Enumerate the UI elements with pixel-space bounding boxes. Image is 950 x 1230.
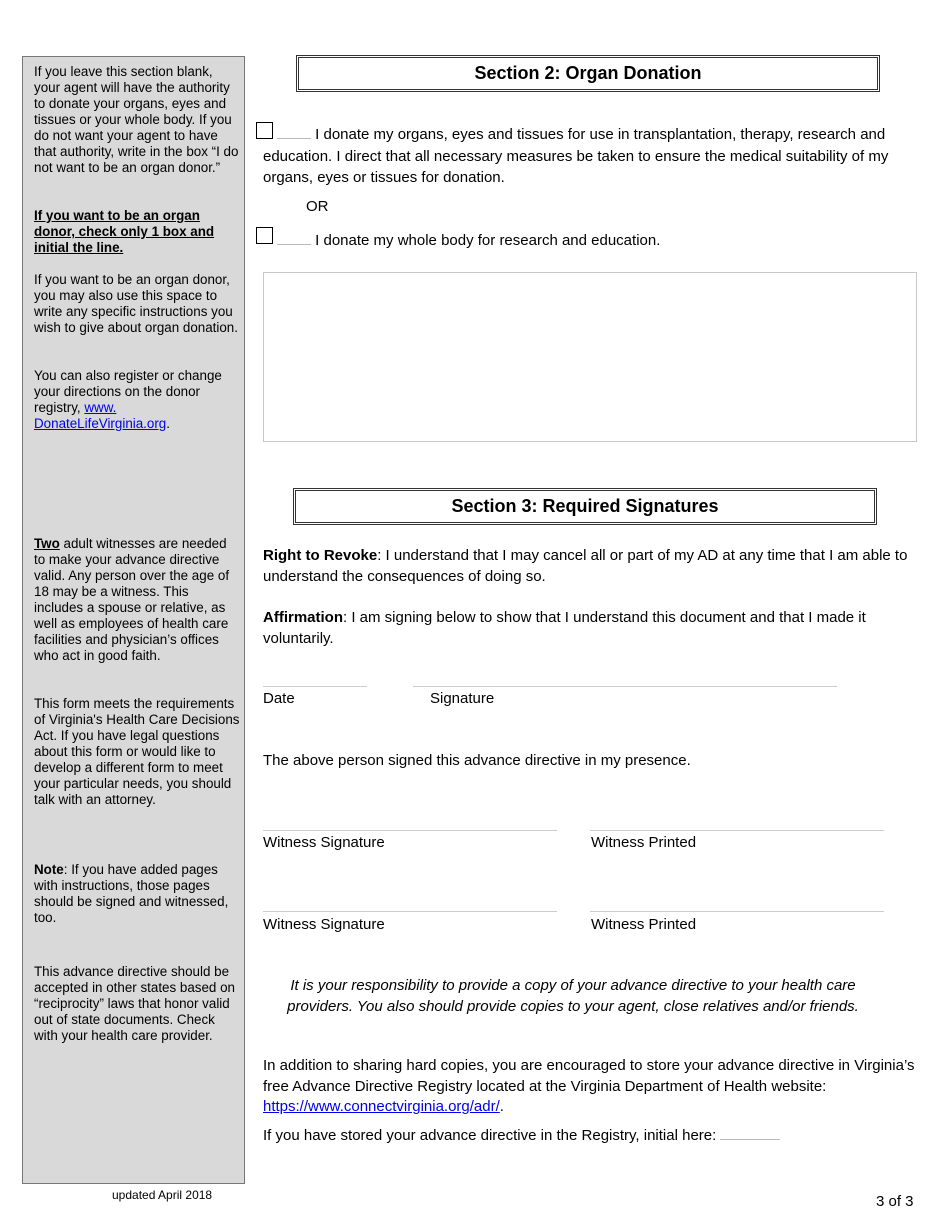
sidebar-para-note: Note: If you have added pages with instructions, those pages should be signed and witnessed, too. (34, 862, 229, 925)
affirmation: Affirmation: I am signing below to show that I understand this document and that I made it voluntarily. (263, 609, 866, 647)
sidebar-para-reciprocity: This advance directive should be accepted in other states based on “reciprocity” laws that honor valid out of state documents. Check with your health care provider. (34, 964, 235, 1043)
donate-life-link[interactable]: www. DonateLifeVirginia.org (34, 400, 167, 431)
witness-signature-line-1[interactable] (263, 830, 557, 831)
registry-paragraph: In addition to sharing hard copies, you are encouraged to store your advance directive in Virginia’s free Advance Directive Registry located at the Virginia Department of Health website: https://www.connectvirginia.org/adr/. (263, 1057, 915, 1115)
right-to-revoke: Right to Revoke: I understand that I may cancel all or part of my AD at any time that I am able to understand the consequences of doing so. (263, 547, 908, 585)
section2-title: Section 2: Organ Donation (296, 55, 880, 92)
or-label: OR (306, 198, 329, 215)
signature-label: Signature (430, 690, 495, 707)
date-line[interactable] (263, 686, 367, 687)
sidebar-para-organ-donor-instruction: If you want to be an organ donor, check only 1 box and initial the line. (34, 208, 215, 255)
option-whole-body: I donate my whole body for research and education. (263, 230, 660, 251)
sidebar-para-legal: This form meets the requirements of Virginia's Health Care Decisions Act. If you have legal questions about this form or would like to develop a different form to meet your particular needs, you should talk with an attorney. (34, 696, 240, 807)
witness-printed-label-2: Witness Printed (591, 916, 697, 933)
witness-signature-label-1: Witness Signature (263, 834, 385, 851)
witness-signature-label-2: Witness Signature (263, 916, 385, 933)
presence-statement: The above person signed this advance directive in my presence. (263, 752, 691, 769)
witness-printed-line-2[interactable] (590, 911, 884, 912)
registry-initial: If you have stored your advance directive in the Registry, initial here: (263, 1127, 780, 1144)
registry-link[interactable]: https://www.connectvirginia.org/adr/ (263, 1098, 500, 1115)
signature-line[interactable] (413, 686, 837, 687)
witness-signature-line-2[interactable] (263, 911, 557, 912)
whole-body-initial-line[interactable] (277, 244, 311, 245)
option-organs: I donate my organs, eyes and tissues for use in transplantation, therapy, research and education. I direct that all necessary measures be taken to ensure the medical suitability of my organs, eyes or tissues for donation. (263, 126, 889, 186)
instructions-textarea[interactable] (263, 272, 917, 442)
section3-title: Section 3: Required Signatures (293, 488, 877, 525)
page-number: 3 of 3 (876, 1193, 914, 1210)
registry-initial-line[interactable] (720, 1139, 780, 1140)
witness-printed-line-1[interactable] (590, 830, 884, 831)
date-label: Date (263, 690, 295, 707)
sidebar-para-specific-instructions: If you want to be an organ donor, you may also use this space to write any specific instructions you wish to give about organ donation. (34, 272, 238, 335)
sidebar-para-registry: You can also register or change your directions on the donor registry, www. DonateLifeVirginia.org. (34, 368, 222, 431)
updated-date: updated April 2018 (112, 1188, 213, 1202)
witness-printed-label-1: Witness Printed (591, 834, 697, 851)
sidebar-instructions (22, 56, 245, 1184)
responsibility-note: It is your responsibility to provide a copy of your advance directive to your health care providers. You also should provide copies to your agent, close relatives and/or friends. (287, 977, 859, 1015)
sidebar-para-blank-section: If you leave this section blank, your agent will have the authority to donate your organs, eyes and tissues or your whole body. If you do not want your agent to have that authority, write in the box “I do not want to be an organ donor.” (34, 64, 239, 175)
sidebar-para-witnesses: Two adult witnesses are needed to make your advance directive valid. Any person over the age of 18 may be a witness. This includes a spouse or relative, as well as employees of health care facilities and physician’s offices who act in good faith. (34, 536, 230, 663)
organs-initial-line[interactable] (277, 138, 311, 139)
